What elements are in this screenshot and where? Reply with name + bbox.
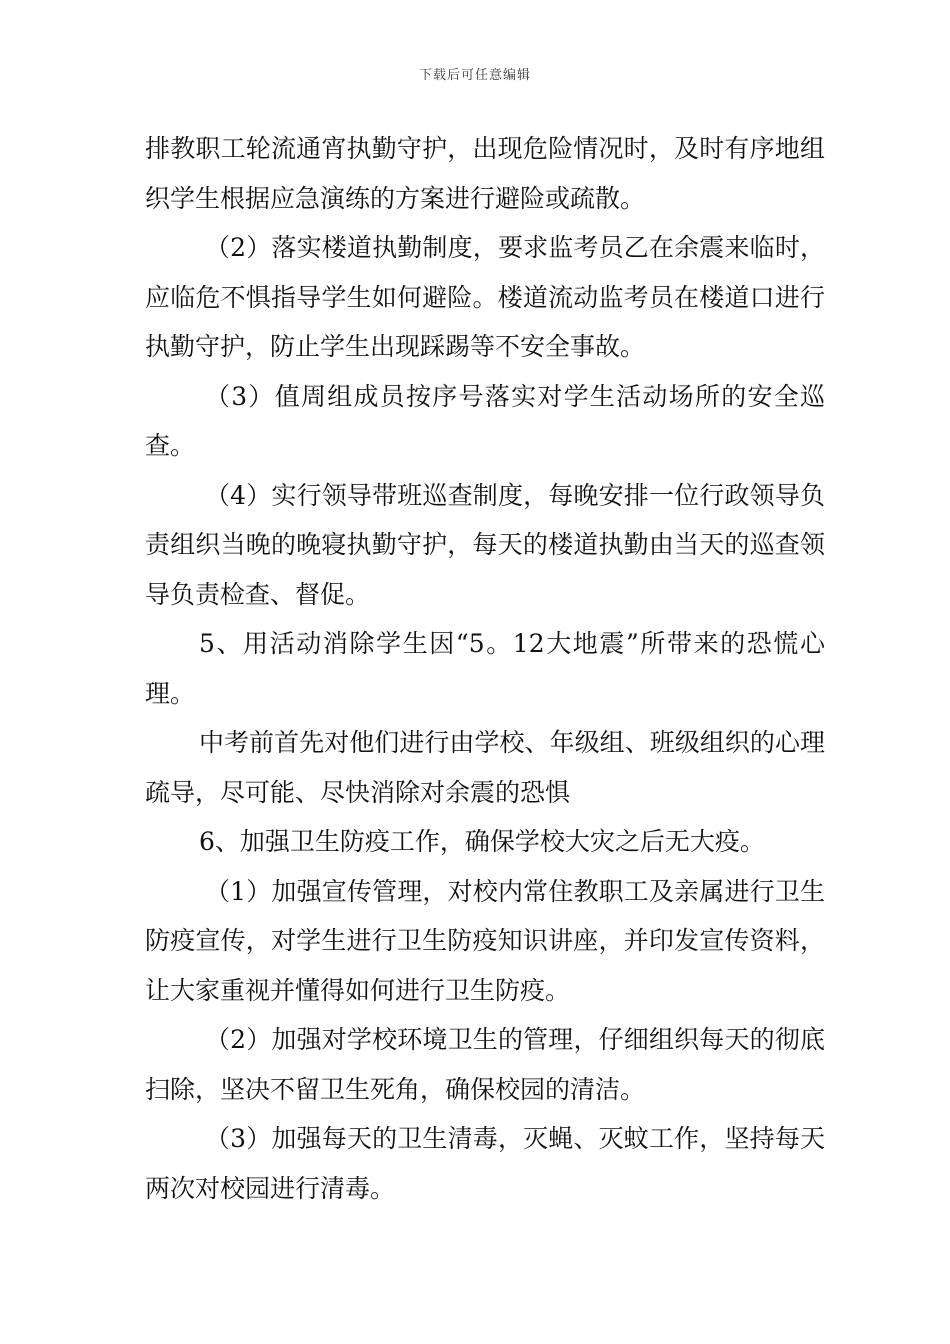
paragraph-1: 排教职工轮流通宵执勤守护，出现危险情况时，及时有序地组织学生根据应急演练的方案进行避险或疏散。 xyxy=(145,134,825,213)
paragraph-9: （2）加强对学校环境卫生的管理，仔细组织每天的彻底扫除，坚决不留卫生死角，确保校园的清洁。 xyxy=(145,1025,825,1104)
paragraph-10: （3）加强每天的卫生清毒，灭蝇、灭蚊工作，坚持每天两次对校园进行清毒。 xyxy=(145,1124,825,1203)
paragraph-5: 5、用活动消除学生因“5。12大地震”所带来的恐慌心理。 xyxy=(145,629,825,708)
paragraph-3: （3）值周组成员按序号落实对学生活动场所的安全巡查。 xyxy=(145,381,825,460)
paragraph-7: 6、加强卫生防疫工作，确保学校大灾之后无大疫。 xyxy=(199,827,765,856)
paragraph-6: 中考前首先对他们进行由学校、年级组、班级组织的心理疏导，尽可能、尽快消除对余震的恐惧 xyxy=(145,728,825,807)
document-body xyxy=(145,124,825,1213)
paragraph-4: （4）实行领导带班巡查制度，每晚安排一位行政领导负责组织当晚的晚寝执勤守护，每天的楼道执勤由当天的巡查领导负责检查、督促。 xyxy=(145,480,825,609)
paragraph-8: （1）加强宣传管理，对校内常住教职工及亲属进行卫生防疫宣传，对学生进行卫生防疫知识讲座，并印发宣传资料，让大家重视并懂得如何进行卫生防疫。 xyxy=(145,876,825,1005)
page-header: 下载后可任意编辑 xyxy=(418,68,531,83)
paragraph-2: （2）落实楼道执勤制度，要求监考员乙在余震来临时，应临危不惧指导学生如何避险。楼道流动监考员在楼道口进行执勤守护，防止学生出现踩踢等不安全事故。 xyxy=(145,233,825,361)
